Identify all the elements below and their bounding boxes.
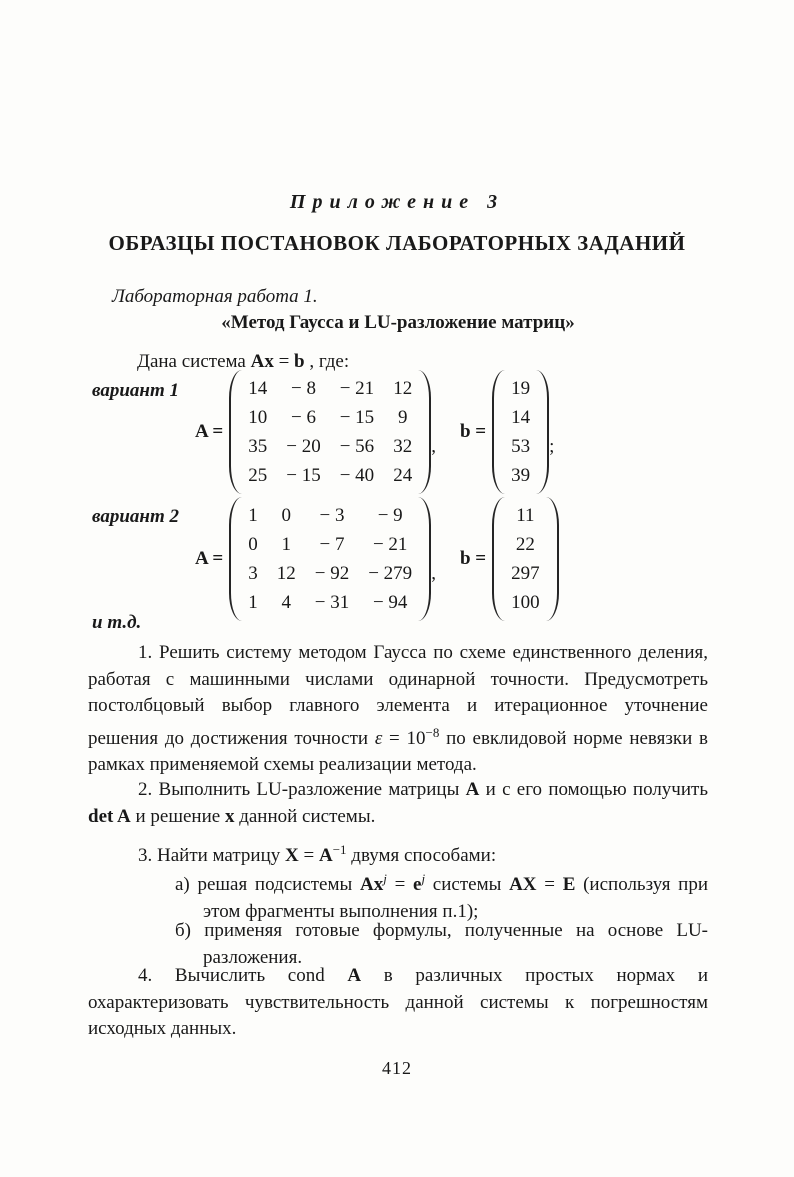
matrix-cell: − 3 [319, 505, 345, 526]
variant-2-equation [195, 497, 559, 621]
vector-b [492, 370, 549, 494]
equals-sign: = [536, 874, 563, 895]
equals-sign: = [298, 845, 319, 866]
lab-work-label: Лабораторная работа 1. [112, 286, 318, 307]
matrix-cell: − 20 [286, 436, 321, 457]
matrix-cell: 0 [248, 534, 258, 555]
lab-work-title: «Метод Гаусса и LU-разложение матриц» [221, 312, 575, 333]
matrix-cell: − 94 [372, 592, 408, 613]
superscript-j: j [421, 871, 426, 886]
comma-separator: , [431, 436, 436, 457]
matrix-cell: 53 [511, 436, 531, 457]
matrix-cell: − 15 [339, 407, 375, 428]
text-run: б) применяя готовые формулы, полученные на основе LU-разложения. [175, 920, 708, 968]
text-run: а) решая подсистемы [175, 874, 360, 895]
text-run: 1. Решить систему методом Гаусса по схеме единственного деления, работая с машинными числами одинарной точности. Предусмотреть постолбцовый выбор главного элемента и итерационное уточнение решения до достижения точности [88, 642, 708, 749]
text-run: в различных простых нормах и охарактеризовать чувствительность данной системы к погрешностям исходных данных. [88, 965, 709, 1039]
variant-2-label: вариант 2 [92, 506, 180, 527]
text-run: 4. Вычислить [138, 965, 288, 986]
matrix-cell: 297 [511, 563, 540, 584]
task-4 [88, 963, 708, 1043]
matrix-A [229, 497, 431, 621]
text-run: двумя способами: [346, 845, 497, 866]
cond-operator: cond [287, 965, 325, 986]
superscript-j: j [383, 871, 387, 886]
matrix-cell: − 8 [291, 378, 316, 399]
matrix-cell: − 31 [314, 592, 350, 613]
matrix-cell: 100 [511, 592, 540, 613]
matrix-cell: 14 [248, 378, 268, 399]
matrix-cell: 11 [516, 505, 535, 526]
matrix-cell: 1 [248, 592, 258, 613]
etc-label: и т.д. [92, 612, 142, 633]
matrix-cell: 35 [248, 436, 268, 457]
vector-b-label: b = [459, 421, 487, 442]
task-2 [88, 777, 708, 830]
text-run: по евклидовой норме невязки в рамках применяемой схемы реализации метода. [88, 727, 708, 775]
matrix-cell: − 279 [368, 563, 413, 584]
matrix-cell: − 7 [319, 534, 345, 555]
matrix-cell: 12 [393, 378, 413, 399]
task-3a [175, 866, 709, 925]
formula-b: b [294, 351, 305, 372]
matrix-cell: − 40 [339, 465, 375, 486]
variant-1-block [88, 372, 734, 492]
matrix-cell: − 21 [372, 534, 408, 555]
matrix-X-symbol: X [285, 845, 299, 866]
matrix-cell: 1 [248, 505, 258, 526]
task-3 [88, 837, 708, 870]
formula-Ax: Ax [250, 351, 274, 372]
matrix-A-grid [237, 370, 423, 494]
text-run: и решение [130, 805, 225, 827]
formula-Ax: Ax [360, 874, 384, 895]
matrix-cell: 0 [281, 505, 291, 526]
formula-AX: AX [509, 874, 537, 895]
epsilon-symbol: ε [374, 727, 383, 749]
appendix-title: Приложение 3 [289, 191, 505, 213]
right-paren [536, 370, 549, 494]
page-title: ОБРАЗЦЫ ПОСТАНОВОК ЛАБОРАТОРНЫХ ЗАДАНИЙ [108, 231, 686, 255]
matrix-A-label: A = [195, 548, 224, 569]
variant-1-equation [195, 370, 554, 494]
matrix-E-symbol: E [562, 874, 576, 895]
matrix-cell: − 21 [339, 378, 375, 399]
matrix-A [229, 370, 431, 494]
matrix-cell: 3 [248, 563, 258, 584]
matrix-cell: 4 [281, 592, 291, 613]
vector-b-label: b = [459, 548, 487, 569]
matrix-cell: 9 [397, 407, 408, 428]
text-run: (используя при этом фрагменты выполнения п.1); [203, 874, 709, 922]
matrix-cell: 19 [511, 378, 531, 399]
text-run: данной системы. [234, 805, 376, 827]
vector-b [492, 497, 559, 621]
equals-sign: = [273, 351, 295, 372]
matrix-cell: − 56 [339, 436, 375, 457]
text-run: = 10 [382, 727, 426, 749]
matrix-cell: 14 [511, 407, 531, 428]
matrix-cell: 22 [515, 534, 535, 555]
vector-e-symbol: e [413, 874, 422, 895]
vector-x-symbol: x [224, 805, 235, 827]
matrix-cell: − 6 [291, 407, 316, 428]
semicolon-terminator: ; [549, 436, 555, 457]
matrix-cell: 10 [248, 407, 268, 428]
matrix-cell: 24 [393, 465, 413, 486]
matrix-cell: − 9 [377, 505, 403, 526]
equals-sign: = [386, 874, 414, 895]
text-run: системы [425, 874, 510, 895]
text-run: Дана система [137, 351, 251, 372]
text-run: 2. Выполнить LU-разложение матрицы [138, 779, 466, 800]
right-paren [546, 497, 559, 621]
matrix-A-symbol: A [318, 845, 333, 866]
matrix-A-symbol: A [347, 965, 362, 986]
matrix-A-symbol: A [465, 779, 480, 800]
right-paren [418, 497, 431, 621]
text-run: 3. Найти матрицу [138, 845, 285, 866]
vector-b-grid [500, 497, 551, 621]
page-number: 412 [382, 1058, 412, 1078]
det-A-formula: det A [88, 805, 131, 827]
matrix-cell: 25 [248, 465, 268, 486]
matrix-cell: 39 [511, 465, 531, 486]
vector-b-grid [500, 370, 541, 494]
comma-separator: , [431, 563, 436, 584]
matrix-A-label: A = [195, 421, 224, 442]
matrix-cell: 32 [393, 436, 413, 457]
matrix-cell: − 92 [314, 563, 350, 584]
exponent: −8 [425, 724, 440, 740]
matrix-cell: 12 [276, 563, 296, 584]
task-1 [88, 640, 708, 779]
text-run: , где: [304, 351, 350, 372]
matrix-cell: − 15 [286, 465, 321, 486]
variant-2-block [88, 498, 734, 620]
matrix-cell: 1 [281, 534, 291, 555]
text-run: и с его помощью получить [479, 779, 709, 800]
variant-1-label: вариант 1 [92, 380, 180, 401]
right-paren [418, 370, 431, 494]
matrix-A-grid [237, 497, 423, 621]
inverse-exponent: −1 [332, 842, 347, 857]
